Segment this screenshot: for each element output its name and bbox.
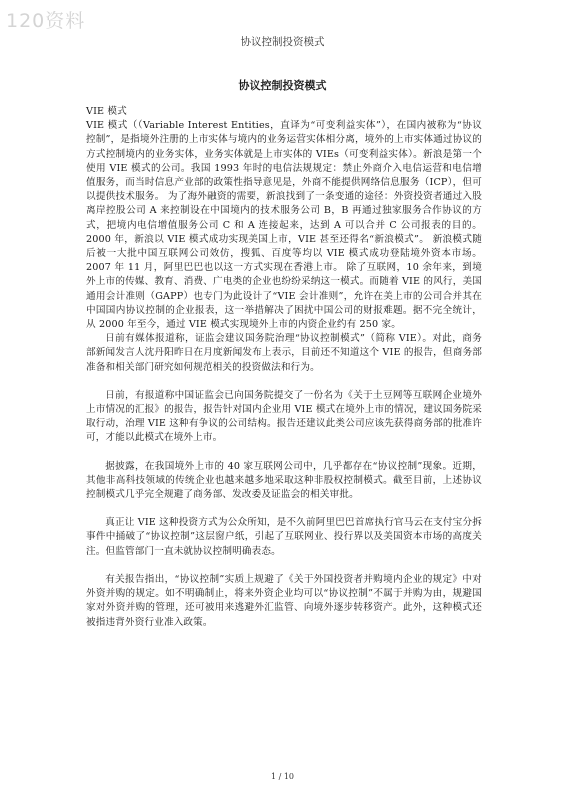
page-indicator: 1 / 10 xyxy=(270,772,295,781)
watermark-logo: 120资料 xyxy=(6,10,86,32)
paragraph-2: 日前有媒体报道称，证监会建议国务院治理“协议控制模式”（简称 VIE）。对此，商务部新闻发言人沈丹阳昨日在月度新闻发布上表示，目前还不知道这个 VIE 的报告，但商务部准备和相关部门研究如何规范相关的投资做法和行为。 xyxy=(86,333,482,373)
paragraph-1: VIE 模式（（Variable Interest Entities，直译为“可变利益实体”），在国内被称为“协议控制”，是指境外注册的上市实体与境内的业务运营实体相分离，境外的上市实体通过协议的方式控制境内的业务实体，业务实体就是上市实体的 VIEs（可变利益实体）。新浪是第一个使用 VIE 模式的公司。我国 1993 年时的电信法规规定：禁止外商介入电信运营和电信增值服务，而当时信息产业部的政策性指导意见是，外商不能提供网络信息服务（ICP），但可以提供技术服务。 为了海外融资的需要，新浪找到了一条变通的途径：外资投资者通过入股离岸控股公司 A 来控制设在中国境内的技术服务公司 B，B 再通过独家服务合作协议的方式，把境内电信增值服务公司 C 和 A 连接起来，达到 A 可以合并 C 公司报表的目的。 2000 年，新浪以 VIE 模式成功实现美国上市，VIE 甚至还得名“新浪模式”。 新浪模式随后被一大批中国互联网公司效仿，搜狐、百度等均以 VIE 模式成功登陆境外资本市场。2007 年 11 月，阿里巴巴也以这一方式实现在香港上市。 除了互联网，10 余年来，到境外上市的传媒、教育、消费、广电类的企业也纷纷采纳这一模式。而随着 VIE 的风行，美国通用会计准则（GAPP）也专门为此设计了“VIE 会计准则”，允许在美上市的公司合并其在中国国内协议控制的企业报表，这一举措解决了困扰中国公司的财报难题。据不完全统计，从 2000 年至今，通过 VIE 模式实现境外上市的内资企业约有 250 家。 xyxy=(86,120,482,331)
section-heading: VIE 模式 xyxy=(86,106,127,117)
document-body xyxy=(86,105,482,630)
paragraph-3: 日前，有报道称中国证监会已向国务院提交了一份名为《关于土豆网等互联网企业境外上市情况的汇报》的报告，报告针对国内企业用 VIE 模式在境外上市的情况，建议国务院采取行动，治理 VIE 这种有争议的公司结构。报告还建议此类公司应该先获得商务部的批准许可，才能以此模式在境外上市。 xyxy=(86,389,482,444)
paragraph-4: 据披露，在我国境外上市的 40 家互联网公司中，几乎都存在“协议控制”现象。近期，其他非高科技领域的传统企业也越来越多地采取这种非股权控制模式。截至目前，上述协议控制模式几乎完全规避了商务部、发改委及证监会的相关审批。 xyxy=(86,460,482,501)
paragraph-6: 有关报告指出，“协议控制”实质上规避了《关于外国投资者并购境内企业的规定》中对外资并购的规定。如不明确制止，将来外资企业均可以“协议控制”不属于并购为由，规避国家对外资并购的管理，还可被用来逃避外汇监管、向境外逐步转移资产。此外，这种模式还被指违背外资行业准入政策。 xyxy=(86,573,482,628)
running-header: 协议控制投资模式 xyxy=(240,36,325,48)
document-title: 协议控制投资模式 xyxy=(238,79,327,92)
paragraph-5: 真正让 VIE 这种投资方式为公众所知，是不久前阿里巴巴首席执行官马云在支付宝分拆事件中捅破了“协议控制”这层窗户纸，引起了互联网业、投行界以及美国资本市场的高度关注。但监管部门一直未就协议控制明确表态。 xyxy=(86,517,482,557)
